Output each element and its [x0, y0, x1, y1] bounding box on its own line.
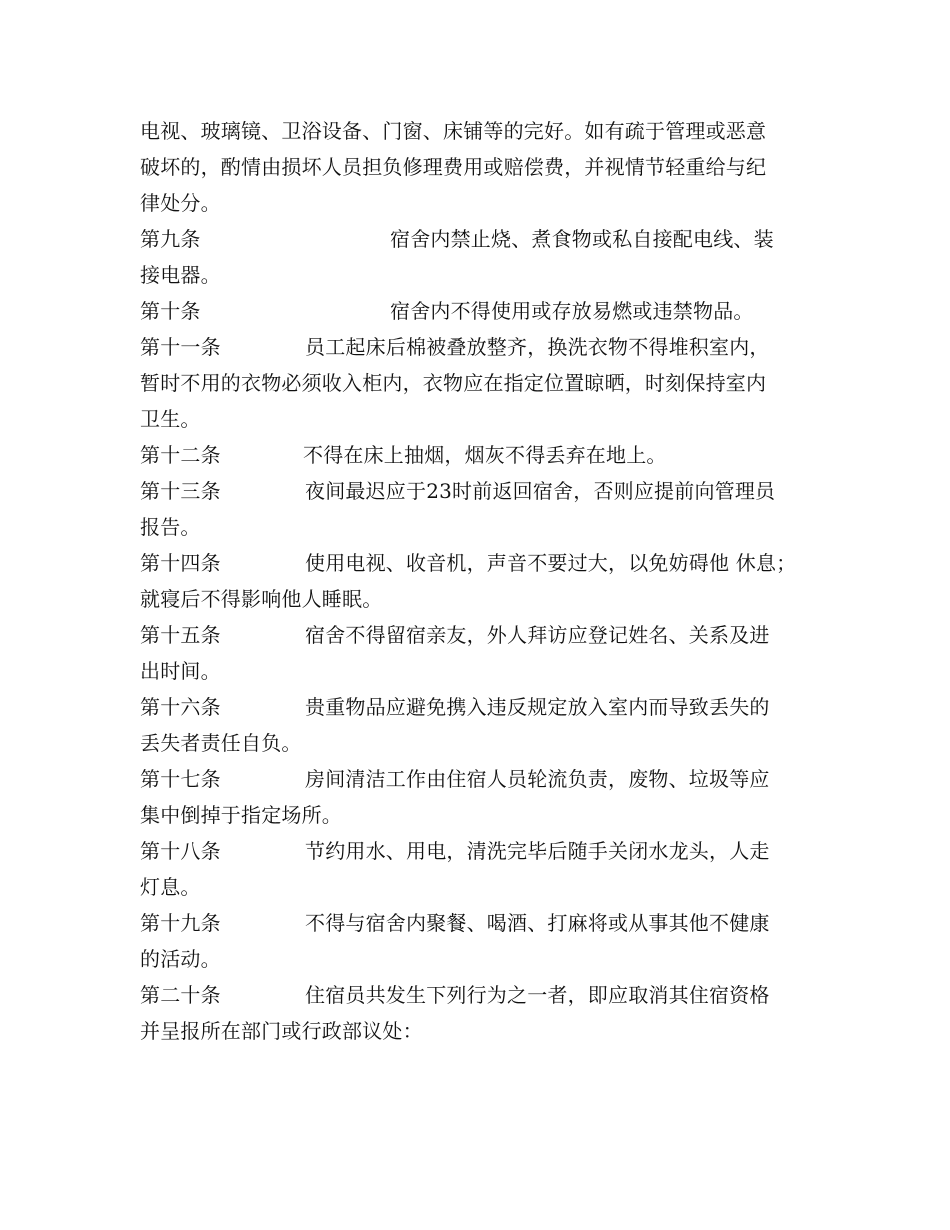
text-line	[140, 257, 820, 293]
article-20	[140, 977, 820, 1013]
article-15	[140, 617, 820, 653]
article-number: 第十五条	[140, 623, 221, 647]
article-text: 宿舍不得留宿亲友，外人拜访应登记姓名、关系及进	[305, 623, 770, 647]
article-19	[140, 905, 820, 941]
line-text: 接电器。	[140, 263, 221, 287]
article-text: 夜间最迟应于23时前返回宿舍，否则应提前向管理员	[305, 479, 776, 503]
line-text: 卫生。	[140, 407, 201, 431]
line-text: 灯息。	[140, 875, 201, 899]
article-number: 第十一条	[140, 335, 221, 359]
text-line	[140, 401, 820, 437]
article-17	[140, 761, 820, 797]
line-text: 丢失者责任自负。	[140, 731, 302, 755]
line-text: 出时间。	[140, 659, 221, 683]
text-line	[140, 509, 820, 545]
article-11	[140, 329, 820, 365]
text-line	[140, 365, 820, 401]
article-12	[140, 437, 820, 473]
article-text: 房间清洁工作由住宿人员轮流负责，废物、垃圾等应	[305, 767, 770, 791]
article-text: 贵重物品应避免携入违反规定放入室内而导致丢失的	[305, 695, 770, 719]
article-text: 节约用水、用电，清洗完毕后随手关闭水龙头，人走	[305, 839, 770, 863]
article-number: 第十三条	[140, 479, 221, 503]
article-number: 第十六条	[140, 695, 221, 719]
article-number: 第十九条	[140, 911, 221, 935]
article-number: 第二十条	[140, 983, 221, 1007]
text-line	[140, 581, 820, 617]
line-text: 报告。	[140, 515, 201, 539]
line-text: 暂时不用的衣物必须收入柜内，衣物应在指定位置晾晒，时刻保持室内	[140, 371, 767, 395]
article-number: 第十八条	[140, 839, 221, 863]
article-text: 员工起床后棉被叠放整齐，换洗衣物不得堆积室内，	[305, 335, 770, 359]
article-13	[140, 473, 820, 509]
line-text: 破坏的，酌情由损坏人员担负修理费用或赔偿费，并视情节轻重给与纪	[140, 155, 767, 179]
article-14	[140, 545, 820, 581]
article-text: 使用电视、收音机，声音不要过大，以免妨碍他 休息；	[305, 551, 797, 575]
text-line	[140, 869, 820, 905]
line-text: 律处分。	[140, 191, 221, 215]
article-text: 住宿员共发生下列行为之一者，即应取消其住宿资格	[305, 983, 770, 1007]
text-line	[140, 941, 820, 977]
text-line	[140, 653, 820, 689]
article-number: 第十二条	[140, 443, 221, 467]
article-text: 宿舍内不得使用或存放易燃或违禁物品。	[390, 299, 754, 323]
line-text: 并呈报所在部门或行政部议处：	[140, 1019, 423, 1043]
text-line	[140, 149, 820, 185]
article-number: 第十条	[140, 299, 201, 323]
text-line	[140, 725, 820, 761]
document-body	[140, 113, 820, 1049]
article-text: 不得在床上抽烟，烟灰不得丢弃在地上。	[303, 443, 667, 467]
article-16	[140, 689, 820, 725]
article-text: 不得与宿舍内聚餐、喝酒、打麻将或从事其他不健康	[305, 911, 770, 935]
article-number: 第九条	[140, 227, 201, 251]
line-text: 就寝后不得影响他人睡眠。	[140, 587, 383, 611]
article-number: 第十七条	[140, 767, 221, 791]
text-line	[140, 797, 820, 833]
article-18	[140, 833, 820, 869]
article-9	[140, 221, 820, 257]
line-text: 电视、玻璃镜、卫浴设备、门窗、床铺等的完好。如有疏于管理或恶意	[140, 119, 767, 143]
text-line	[140, 185, 820, 221]
article-text: 宿舍内禁止烧、煮食物或私自接配电线、装	[390, 227, 774, 251]
article-number: 第十四条	[140, 551, 221, 575]
text-line	[140, 1013, 820, 1049]
line-text: 的活动。	[140, 947, 221, 971]
line-text: 集中倒掉于指定场所。	[140, 803, 342, 827]
article-10	[140, 293, 820, 329]
text-line	[140, 113, 820, 149]
